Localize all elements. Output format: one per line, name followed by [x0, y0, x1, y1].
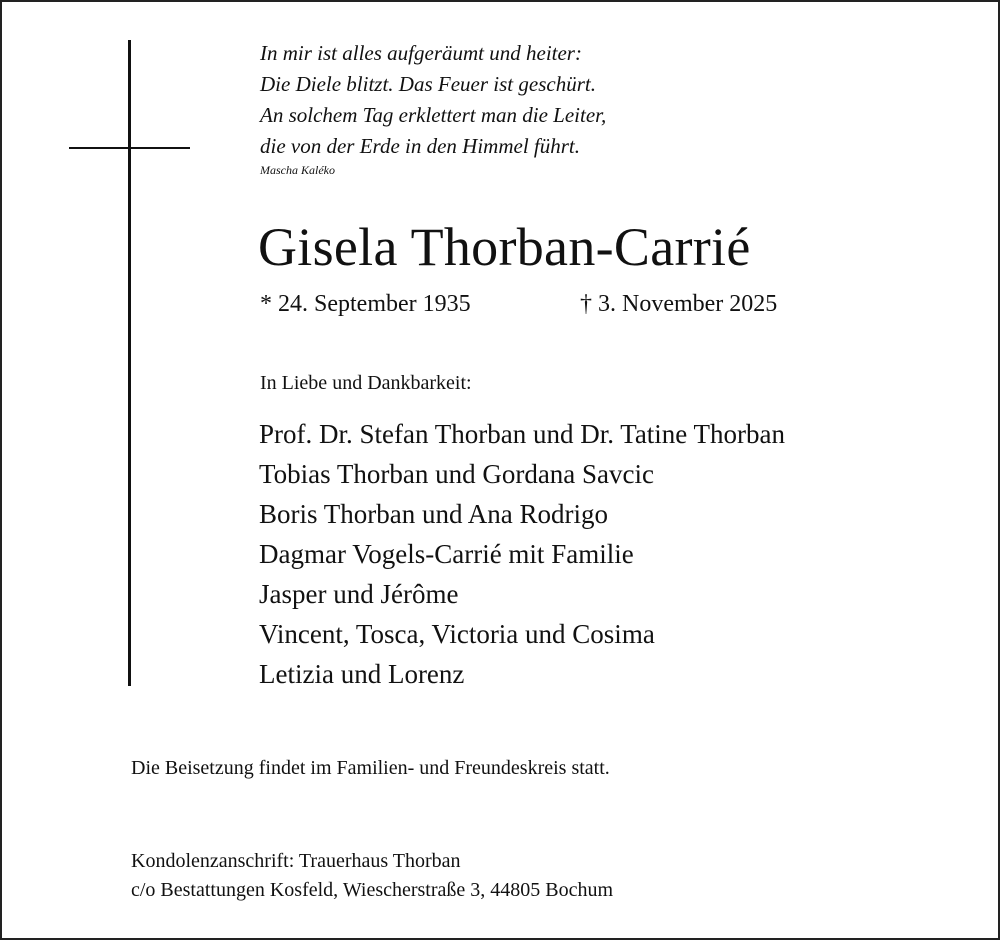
condolence-line: c/o Bestattungen Kosfeld, Wiescherstraße 3, 44805 Bochum	[131, 879, 614, 901]
condolence-address	[131, 847, 613, 905]
mourner-entry: Boris Thorban und Ana Rodrigo	[259, 499, 608, 529]
cross-icon	[128, 40, 131, 686]
poem-line: Die Diele blitzt. Das Feuer ist geschürt.	[260, 72, 596, 96]
poem	[260, 38, 606, 162]
mourner-entry: Prof. Dr. Stefan Thorban und Dr. Tatine Thorban	[259, 419, 786, 449]
birth-date: * 24. September 1935	[260, 291, 471, 317]
mourner-entry: Letizia und Lorenz	[259, 659, 465, 689]
cross-icon-crossbar	[69, 147, 190, 149]
poem-line: An solchem Tag erklettert man die Leiter,	[260, 103, 607, 127]
poem-author: Mascha Kaléko	[260, 163, 335, 177]
poem-line: die von der Erde in den Himmel führt.	[260, 134, 580, 158]
burial-note: Die Beisetzung findet im Familien- und Freundeskreis statt.	[131, 757, 610, 779]
mourner-entry: Tobias Thorban und Gordana Savcic	[259, 459, 655, 489]
death-date: † 3. November 2025	[580, 291, 778, 317]
mourner-entry: Jasper und Jérôme	[259, 579, 459, 609]
mourner-entry: Dagmar Vogels-Carrié mit Familie	[259, 539, 634, 569]
mourner-entry: Vincent, Tosca, Victoria und Cosima	[259, 619, 655, 649]
poem-line: In mir ist alles aufgeräumt und heiter:	[260, 41, 582, 65]
deceased-name: Gisela Thorban-Carrié	[258, 217, 751, 277]
mourners-intro: In Liebe und Dankbarkeit:	[260, 372, 472, 394]
condolence-line: Kondolenzanschrift: Trauerhaus Thorban	[131, 850, 461, 872]
mourners-list	[259, 414, 785, 694]
